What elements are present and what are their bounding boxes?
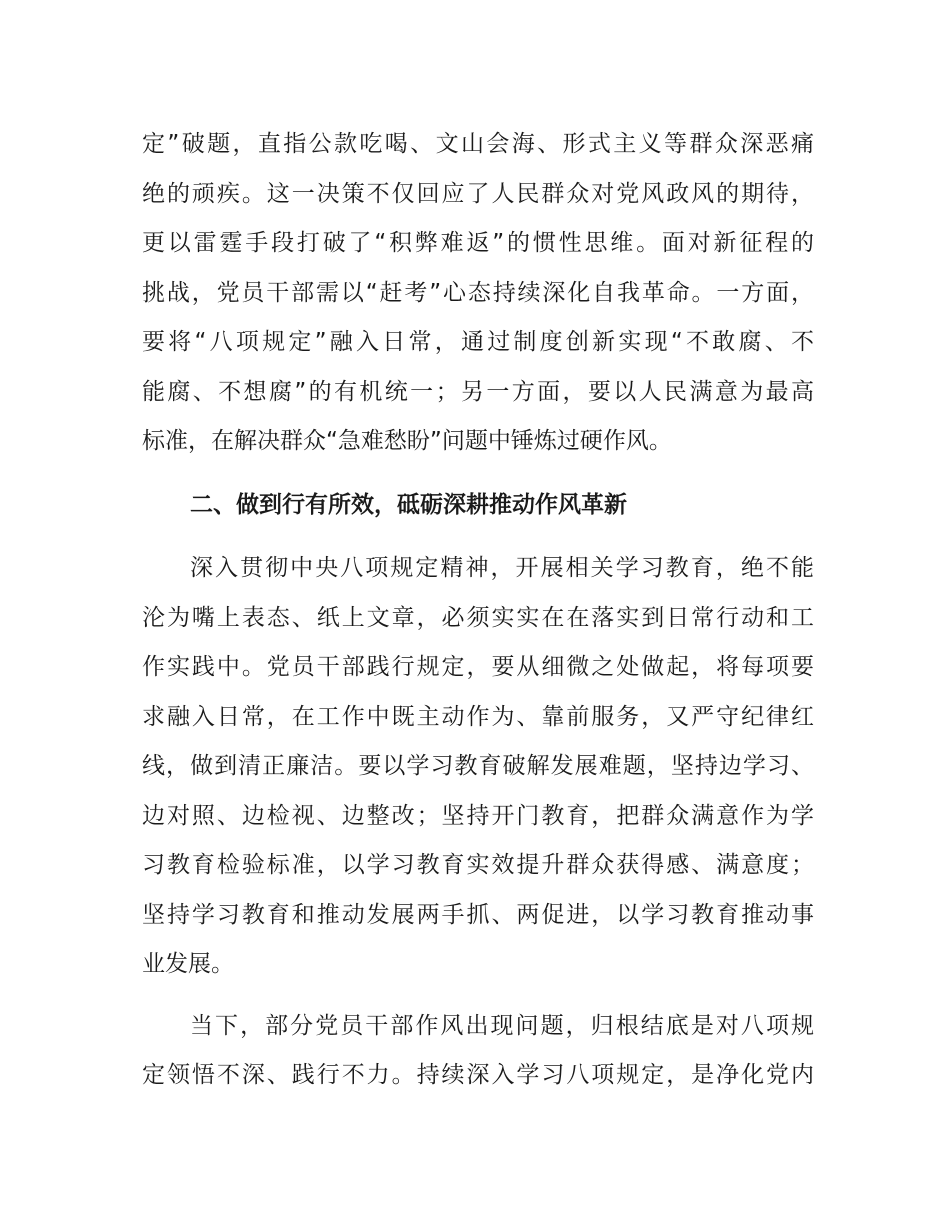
paragraph-line: 标准，在解决群众“急难愁盼”问题中锤炼过硬作风。 <box>142 428 672 454</box>
document-page <box>142 120 814 1101</box>
paragraph-line: 沦为嘴上表态、纸上文章，必须实实在在落实到日常行动和工 <box>142 604 814 631</box>
paragraph-line: 更以雷霆手段打破了“积弊难返”的惯性思维。面对新征程的 <box>142 230 814 256</box>
paragraph-line: 深入贯彻中央八项规定精神，开展相关学习教育，绝不能 <box>190 555 814 581</box>
paragraph-line: 习教育检验标准，以学习教育实效提升群众获得感、满意度； <box>142 852 814 878</box>
paragraph-line: 定”破题，直指公款吃喝、文山会海、形式主义等群众深恶痛 <box>142 131 814 157</box>
paragraph-1 <box>142 120 814 467</box>
paragraph-line: 定领悟不深、践行不力。持续深入学习八项规定，是净化党内 <box>142 1062 814 1088</box>
paragraph-line: 作实践中。党员干部践行规定，要从细微之处做起，将每项要 <box>142 654 814 680</box>
paragraph-line: 求融入日常，在工作中既主动作为、靠前服务，又严守纪律红 <box>142 703 814 730</box>
paragraph-line: 当下，部分党员干部作风出现问题，归根结底是对八项规 <box>190 1012 814 1039</box>
paragraph-line: 能腐、不想腐”的有机统一；另一方面，要以人民满意为最高 <box>142 378 814 405</box>
paragraph-line: 绝的顽疾。这一决策不仅回应了人民群众对党风政风的期待， <box>142 180 814 207</box>
paragraph-2 <box>142 544 814 990</box>
paragraph-line: 边对照、边检视、边整改；坚持开门教育，把群众满意作为学 <box>142 802 814 829</box>
paragraph-line: 线，做到清正廉洁。要以学习教育破解发展难题，坚持边学习、 <box>142 753 814 779</box>
paragraph-line: 要将“八项规定”融入日常，通过制度创新实现“不敢腐、不 <box>142 329 814 355</box>
paragraph-line: 挑战，党员干部需以“赶考”心态持续深化自我革命。一方面， <box>142 279 814 306</box>
paragraph-3 <box>142 1002 814 1101</box>
section-heading: 二、做到行有所效，砥砺深耕推动作风革新 <box>190 491 627 518</box>
paragraph-spacer <box>142 990 814 1002</box>
paragraph-line: 坚持学习教育和推动发展两手抓、两促进，以学习教育推动事 <box>142 901 814 928</box>
paragraph-line: 业发展。 <box>142 951 234 977</box>
